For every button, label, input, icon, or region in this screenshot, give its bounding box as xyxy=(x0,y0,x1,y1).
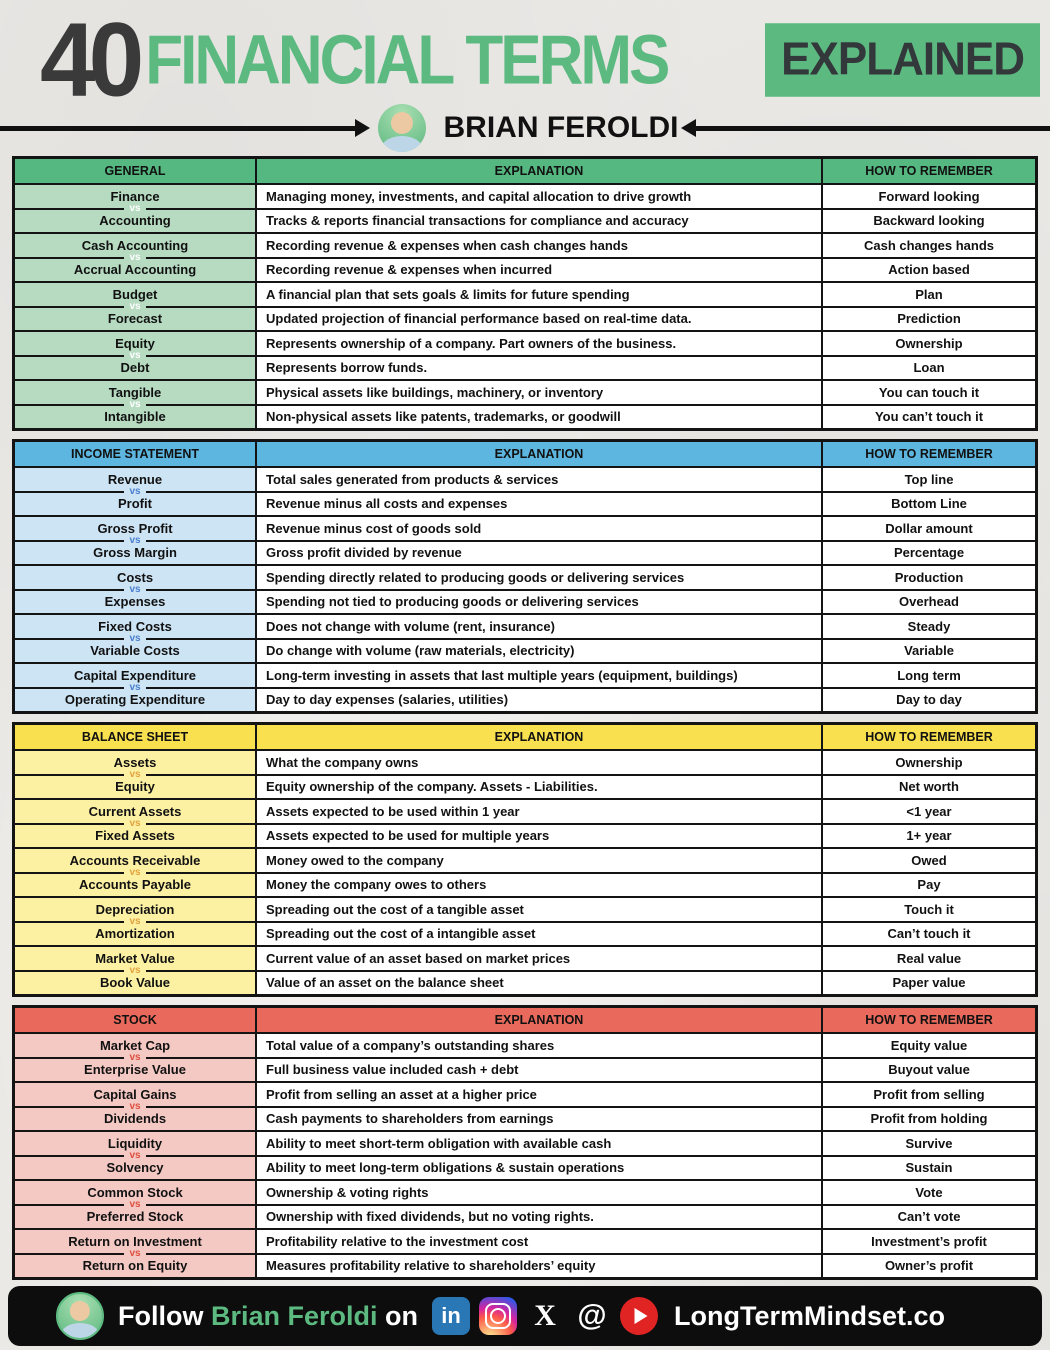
remember-cell: Prediction xyxy=(823,308,1035,331)
term-a: Costs xyxy=(116,570,154,586)
term-b: Accrual Accounting xyxy=(73,261,197,277)
remember-cell: <1 year xyxy=(823,800,1035,823)
vs-label: vs xyxy=(129,349,141,361)
vs-divider xyxy=(15,585,255,595)
vs-line xyxy=(15,1057,124,1059)
explanation-cell: Long-term investing in assets that last multiple years (equipment, buildings) xyxy=(257,664,821,687)
vs-divider xyxy=(15,683,255,693)
term-b: Enterprise Value xyxy=(84,1061,186,1077)
term-pair-row xyxy=(15,1132,1035,1179)
remember-cell: Percentage xyxy=(823,542,1035,565)
avatar-shirt xyxy=(381,136,422,152)
vs-line xyxy=(15,491,124,493)
term-pair-row xyxy=(15,664,1035,711)
term-a: Finance xyxy=(110,189,160,205)
youtube-icon[interactable] xyxy=(620,1297,658,1335)
term-pair-row xyxy=(15,800,1035,847)
term-b: Book Value xyxy=(99,974,171,990)
explanation-cell: Total value of a company’s outstanding shares xyxy=(257,1034,821,1057)
section-title: BALANCE SHEET xyxy=(15,725,255,749)
explanation-cell: Does not change with volume (rent, insurance) xyxy=(257,615,821,638)
term-cell xyxy=(15,1132,255,1179)
term-a: Revenue xyxy=(107,472,163,488)
vs-line xyxy=(146,921,255,923)
section-stock xyxy=(12,1005,1038,1280)
explanation-cell: Money owed to the company xyxy=(257,849,821,872)
term-a: Market Cap xyxy=(99,1038,171,1054)
term-b: Gross Margin xyxy=(93,544,177,560)
term-a: Fixed Costs xyxy=(98,619,172,635)
term-b: Accounting xyxy=(99,212,171,228)
remember-cell: Investment’s profit xyxy=(823,1230,1035,1253)
term-b: Profit xyxy=(118,495,152,511)
explanation-cell: Spending directly related to producing goods or delivering services xyxy=(257,566,821,589)
vs-line xyxy=(146,355,255,357)
remember-cell: You can’t touch it xyxy=(823,406,1035,429)
explanation-cell: Spreading out the cost of a tangible asset xyxy=(257,898,821,921)
vs-divider xyxy=(15,302,255,312)
term-cell xyxy=(15,947,255,994)
term-cell xyxy=(15,1034,255,1081)
vs-label: vs xyxy=(129,1198,141,1210)
explanation-cell: Spreading out the cost of a intangible asset xyxy=(257,923,821,946)
vs-label: vs xyxy=(129,300,141,312)
vs-label: vs xyxy=(129,485,141,497)
explanation-cell: Recording revenue & expenses when incurred xyxy=(257,259,821,282)
term-b: Debt xyxy=(120,359,150,375)
explanation-cell: Ownership with fixed dividends, but no voting rights. xyxy=(257,1206,821,1229)
term-a: Assets xyxy=(113,755,157,771)
title-badge: EXPLAINED xyxy=(765,23,1040,97)
vs-divider xyxy=(15,966,255,976)
linkedin-icon[interactable]: in xyxy=(432,1297,470,1335)
remember-cell: 1+ year xyxy=(823,825,1035,848)
term-pair-row xyxy=(15,1230,1035,1277)
explanation-cell: What the company owns xyxy=(257,751,821,774)
vs-line xyxy=(146,306,255,308)
vs-divider xyxy=(15,253,255,263)
vs-line xyxy=(146,872,255,874)
explanation-cell: Cash payments to shareholders from earnings xyxy=(257,1108,821,1131)
explanation-cell: Full business value included cash + debt xyxy=(257,1059,821,1082)
vs-line xyxy=(146,1106,255,1108)
section-header-row xyxy=(15,442,1035,466)
explanation-cell: Money the company owes to others xyxy=(257,874,821,897)
avatar-head xyxy=(70,1301,90,1321)
remember-cell: Equity value xyxy=(823,1034,1035,1057)
vs-divider xyxy=(15,1053,255,1063)
term-pair-row xyxy=(15,615,1035,662)
section-header-row xyxy=(15,1008,1035,1032)
right-arrow-line xyxy=(695,126,1050,131)
vs-line xyxy=(146,638,255,640)
remember-cell: Top line xyxy=(823,468,1035,491)
vs-line xyxy=(15,306,124,308)
vs-line xyxy=(15,1155,124,1157)
social-icons xyxy=(432,1297,658,1335)
term-b: Preferred Stock xyxy=(86,1208,184,1224)
page-title: FINANCIAL TERMS xyxy=(145,21,668,99)
term-cell xyxy=(15,185,255,232)
title-number: 40 xyxy=(40,1,138,119)
term-b: Forecast xyxy=(107,310,163,326)
vs-line xyxy=(146,687,255,689)
explanation-cell: Spending not tied to producing goods or delivering services xyxy=(257,591,821,614)
remember-cell: You can touch it xyxy=(823,381,1035,404)
explanation-cell: Non-physical assets like patents, trademarks, or goodwill xyxy=(257,406,821,429)
remember-cell: Variable xyxy=(823,640,1035,663)
term-a: Tangible xyxy=(108,385,162,401)
explanation-cell: Measures profitability relative to shareholders’ equity xyxy=(257,1255,821,1278)
term-cell xyxy=(15,566,255,613)
explanation-cell: Ability to meet short-term obligation with available cash xyxy=(257,1132,821,1155)
x-icon[interactable]: X xyxy=(534,1299,556,1332)
explanation-cell: Assets expected to be used for multiple years xyxy=(257,825,821,848)
term-a: Depreciation xyxy=(95,902,175,918)
section-income-statement xyxy=(12,439,1038,714)
explanation-cell: A financial plan that sets goals & limits for future spending xyxy=(257,283,821,306)
term-b: Operating Expenditure xyxy=(64,691,206,707)
remember-cell: Survive xyxy=(823,1132,1035,1155)
vs-divider xyxy=(15,1151,255,1161)
term-pair-row xyxy=(15,185,1035,232)
explanation-cell: Physical assets like buildings, machinery, or inventory xyxy=(257,381,821,404)
byline xyxy=(0,106,1050,150)
vs-line xyxy=(15,355,124,357)
remember-cell: Forward looking xyxy=(823,185,1035,208)
vs-line xyxy=(146,589,255,591)
vs-line xyxy=(15,970,124,972)
term-cell xyxy=(15,751,255,798)
vs-divider xyxy=(15,536,255,546)
vs-label: vs xyxy=(129,1100,141,1112)
vs-line xyxy=(15,404,124,406)
vs-label: vs xyxy=(129,1149,141,1161)
term-cell xyxy=(15,332,255,379)
term-b: Return on Equity xyxy=(82,1257,188,1273)
term-pair-row xyxy=(15,1034,1035,1081)
column-header-remember: HOW TO REMEMBER xyxy=(823,1008,1035,1032)
remember-cell: Action based xyxy=(823,259,1035,282)
section-title: GENERAL xyxy=(15,159,255,183)
term-a: Cash Accounting xyxy=(81,238,189,254)
explanation-cell: Represents ownership of a company. Part owners of the business. xyxy=(257,332,821,355)
remember-cell: Overhead xyxy=(823,591,1035,614)
section-title: INCOME STATEMENT xyxy=(15,442,255,466)
footer-avatar xyxy=(56,1292,104,1340)
remember-cell: Day to day xyxy=(823,689,1035,712)
vs-line xyxy=(15,1204,124,1206)
vs-label: vs xyxy=(129,398,141,410)
explanation-cell: Assets expected to be used within 1 year xyxy=(257,800,821,823)
term-a: Accounts Receivable xyxy=(69,853,201,869)
section-header-row xyxy=(15,159,1035,183)
section-header-row xyxy=(15,725,1035,749)
instagram-icon[interactable] xyxy=(479,1297,517,1335)
term-cell xyxy=(15,1230,255,1277)
term-pair-row xyxy=(15,1181,1035,1228)
term-pair-row xyxy=(15,234,1035,281)
vs-divider xyxy=(15,634,255,644)
left-arrow-line xyxy=(0,126,356,131)
vs-label: vs xyxy=(129,1247,141,1259)
vs-line xyxy=(146,1253,255,1255)
term-a: Capital Gains xyxy=(93,1087,177,1103)
term-pair-row xyxy=(15,283,1035,330)
vs-label: vs xyxy=(129,915,141,927)
vs-label: vs xyxy=(129,768,141,780)
term-a: Capital Expenditure xyxy=(73,668,197,684)
term-cell xyxy=(15,517,255,564)
vs-label: vs xyxy=(129,866,141,878)
vs-line xyxy=(146,257,255,259)
explanation-cell: Ownership & voting rights xyxy=(257,1181,821,1204)
term-pair-row xyxy=(15,517,1035,564)
vs-divider xyxy=(15,819,255,829)
vs-line xyxy=(15,1106,124,1108)
term-cell xyxy=(15,381,255,428)
vs-label: vs xyxy=(129,681,141,693)
brian-feroldi-avatar xyxy=(378,104,426,152)
column-header-explanation: EXPLANATION xyxy=(257,442,821,466)
vs-label: vs xyxy=(129,534,141,546)
vs-line xyxy=(15,687,124,689)
vs-line xyxy=(15,257,124,259)
term-cell xyxy=(15,800,255,847)
vs-divider xyxy=(15,487,255,497)
page-header xyxy=(0,0,1050,119)
explanation-cell: Updated projection of financial performance based on real-time data. xyxy=(257,308,821,331)
section-title: STOCK xyxy=(15,1008,255,1032)
vs-divider xyxy=(15,770,255,780)
remember-cell: Touch it xyxy=(823,898,1035,921)
vs-line xyxy=(15,540,124,542)
follow-suffix: on xyxy=(385,1300,419,1331)
explanation-cell: Represents borrow funds. xyxy=(257,357,821,380)
vs-label: vs xyxy=(129,583,141,595)
explanation-cell: Total sales generated from products & services xyxy=(257,468,821,491)
vs-divider xyxy=(15,1249,255,1259)
explanation-cell: Profit from selling an asset at a higher price xyxy=(257,1083,821,1106)
vs-line xyxy=(146,774,255,776)
term-pair-row xyxy=(15,1083,1035,1130)
vs-line xyxy=(146,970,255,972)
vs-line xyxy=(146,1204,255,1206)
vs-label: vs xyxy=(129,817,141,829)
term-cell xyxy=(15,234,255,281)
remember-cell: Net worth xyxy=(823,776,1035,799)
explanation-cell: Equity ownership of the company. Assets - Liabilities. xyxy=(257,776,821,799)
remember-cell: Profit from selling xyxy=(823,1083,1035,1106)
term-b: Solvency xyxy=(106,1159,164,1175)
term-b: Equity xyxy=(115,778,155,794)
term-a: Budget xyxy=(112,287,158,303)
vs-line xyxy=(15,921,124,923)
explanation-cell: Profitability relative to the investment cost xyxy=(257,1230,821,1253)
explanation-cell: Managing money, investments, and capital allocation to drive growth xyxy=(257,185,821,208)
term-pair-row xyxy=(15,566,1035,613)
term-b: Expenses xyxy=(104,593,166,609)
footer-bar xyxy=(8,1286,1042,1346)
term-cell xyxy=(15,849,255,896)
term-a: Current Assets xyxy=(88,804,182,820)
remember-cell: Backward looking xyxy=(823,210,1035,233)
term-a: Liquidity xyxy=(107,1136,163,1152)
term-pair-row xyxy=(15,381,1035,428)
vs-line xyxy=(146,208,255,210)
term-a: Gross Profit xyxy=(97,521,173,537)
term-pair-row xyxy=(15,898,1035,945)
term-pair-row xyxy=(15,332,1035,379)
term-b: Accounts Payable xyxy=(79,876,191,892)
remember-cell: Steady xyxy=(823,615,1035,638)
remember-cell: Ownership xyxy=(823,332,1035,355)
vs-divider xyxy=(15,1200,255,1210)
remember-cell: Owed xyxy=(823,849,1035,872)
term-cell xyxy=(15,1083,255,1130)
remember-cell: Ownership xyxy=(823,751,1035,774)
remember-cell: Dollar amount xyxy=(823,517,1035,540)
remember-cell: Paper value xyxy=(823,972,1035,995)
remember-cell: Can’t vote xyxy=(823,1206,1035,1229)
explanation-cell: Revenue minus all costs and expenses xyxy=(257,493,821,516)
column-header-remember: HOW TO REMEMBER xyxy=(823,159,1035,183)
footer-site-link[interactable]: LongTermMindset.co xyxy=(674,1300,946,1331)
remember-cell: Cash changes hands xyxy=(823,234,1035,257)
follow-prefix: Follow xyxy=(118,1300,204,1331)
section-balance-sheet xyxy=(12,722,1038,997)
remember-cell: Can’t touch it xyxy=(823,923,1035,946)
remember-cell: Vote xyxy=(823,1181,1035,1204)
remember-cell: Sustain xyxy=(823,1157,1035,1180)
explanation-cell: Revenue minus cost of goods sold xyxy=(257,517,821,540)
remember-cell: Pay xyxy=(823,874,1035,897)
term-cell xyxy=(15,664,255,711)
explanation-cell: Gross profit divided by revenue xyxy=(257,542,821,565)
column-header-explanation: EXPLANATION xyxy=(257,725,821,749)
term-cell xyxy=(15,1181,255,1228)
term-b: Variable Costs xyxy=(90,642,180,658)
explanation-cell: Current value of an asset based on market prices xyxy=(257,947,821,970)
vs-divider xyxy=(15,868,255,878)
term-b: Fixed Assets xyxy=(95,827,175,843)
remember-cell: Buyout value xyxy=(823,1059,1035,1082)
vs-line xyxy=(146,491,255,493)
threads-icon[interactable]: @ xyxy=(577,1299,607,1332)
remember-cell: Plan xyxy=(823,283,1035,306)
remember-cell: Long term xyxy=(823,664,1035,687)
term-a: Return on Investment xyxy=(68,1234,202,1250)
column-header-remember: HOW TO REMEMBER xyxy=(823,725,1035,749)
term-cell xyxy=(15,283,255,330)
section-general xyxy=(12,156,1038,431)
vs-line xyxy=(15,1253,124,1255)
term-pair-row xyxy=(15,468,1035,515)
vs-divider xyxy=(15,1102,255,1112)
vs-line xyxy=(15,638,124,640)
term-a: Market Value xyxy=(95,951,175,967)
remember-cell: Owner’s profit xyxy=(823,1255,1035,1278)
vs-line xyxy=(146,404,255,406)
column-header-explanation: EXPLANATION xyxy=(257,159,821,183)
explanation-cell: Tracks & reports financial transactions for compliance and accuracy xyxy=(257,210,821,233)
term-a: Common Stock xyxy=(87,1185,183,1201)
vs-line xyxy=(146,823,255,825)
remember-cell: Bottom Line xyxy=(823,493,1035,516)
vs-label: vs xyxy=(129,964,141,976)
term-cell xyxy=(15,898,255,945)
explanation-cell: Value of an asset on the balance sheet xyxy=(257,972,821,995)
term-b: Amortization xyxy=(95,925,175,941)
vs-line xyxy=(15,872,124,874)
sections xyxy=(0,150,1050,1280)
explanation-cell: Ability to meet long-term obligations & sustain operations xyxy=(257,1157,821,1180)
vs-label: vs xyxy=(129,202,141,214)
vs-line xyxy=(15,823,124,825)
vs-divider xyxy=(15,917,255,927)
term-pair-row xyxy=(15,947,1035,994)
vs-label: vs xyxy=(129,1051,141,1063)
vs-label: vs xyxy=(129,251,141,263)
remember-cell: Production xyxy=(823,566,1035,589)
explanation-cell: Recording revenue & expenses when cash changes hands xyxy=(257,234,821,257)
remember-cell: Loan xyxy=(823,357,1035,380)
term-pair-row xyxy=(15,751,1035,798)
column-header-explanation: EXPLANATION xyxy=(257,1008,821,1032)
author-name: BRIAN FEROLDI xyxy=(443,111,679,144)
vs-divider xyxy=(15,351,255,361)
term-a: Equity xyxy=(115,336,155,352)
term-b: Intangible xyxy=(104,408,166,424)
explanation-cell: Do change with volume (raw materials, electricity) xyxy=(257,640,821,663)
avatar-head xyxy=(390,112,412,134)
vs-line xyxy=(146,1057,255,1059)
vs-line xyxy=(15,774,124,776)
explanation-cell: Day to day expenses (salaries, utilities) xyxy=(257,689,821,712)
vs-line xyxy=(146,1155,255,1157)
vs-label: vs xyxy=(129,632,141,644)
avatar-shirt xyxy=(61,1323,99,1340)
footer-follow-text xyxy=(118,1301,418,1332)
remember-cell: Profit from holding xyxy=(823,1108,1035,1131)
remember-cell: Real value xyxy=(823,947,1035,970)
term-cell xyxy=(15,468,255,515)
vs-line xyxy=(146,540,255,542)
term-b: Dividends xyxy=(103,1110,167,1126)
column-header-remember: HOW TO REMEMBER xyxy=(823,442,1035,466)
vs-divider xyxy=(15,400,255,410)
vs-line xyxy=(15,589,124,591)
term-pair-row xyxy=(15,849,1035,896)
follow-name: Brian Feroldi xyxy=(211,1300,378,1331)
vs-line xyxy=(15,208,124,210)
term-cell xyxy=(15,615,255,662)
vs-divider xyxy=(15,204,255,214)
